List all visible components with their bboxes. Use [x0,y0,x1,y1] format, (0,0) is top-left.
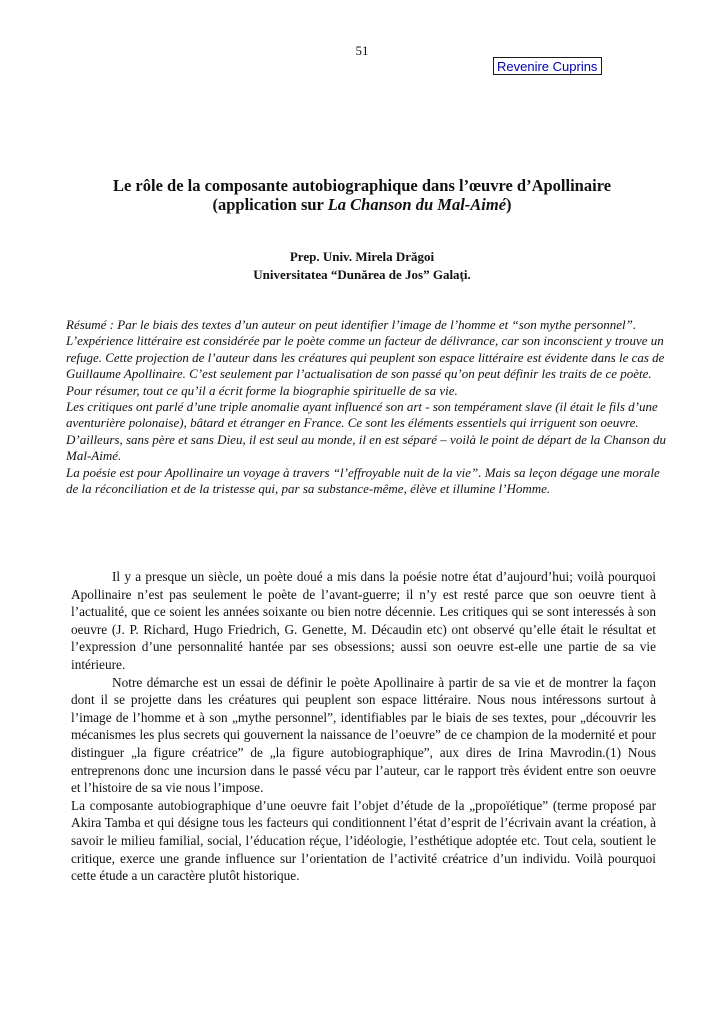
body-paragraph-2: Notre démarche est un essai de définir le poète Apollinaire à partir de sa vie et de montrer la façon dont il se projette dans les créatures qui peuplent son espace littéraire. Nous nous intéressons surtout à l’image de l’homme et à son „mythe personnel”, identifiables par le biais de ses textes, pour „découvrir les mécanismes les plus secrets qui gouvernent la naissance de l’oeuvre” de ce champion de la modernité et pour distinguer „la figure créatrice” de „la figure autobiographique”, aux dires de Irina Mavrodin.(1) Nous entreprenons donc une incursion dans le passé vécu par l’auteur, car le rapport très évident entre son oeuvre et l’histoire de sa vie nous l’impose. [71,674,656,796]
abstract-paragraph-2: Les critiques ont parlé d’une triple anomalie ayant influencé son art - son tempérament slave (il était le fils d’une aventurière polonaise), bâtard et étranger en France. Ce sont les éléments essentiels qui irriguent son oeuvre. D’ailleurs, sans père et sans Dieu, il est seul au monde, il en est séparé – voilà le point de départ de la Chanson du Mal-Aimé. [66,399,666,464]
author-name: Prep. Univ. Mirela Drăgoi [289,249,435,264]
page-number: 51 [355,43,369,58]
title-work-name: La Chanson du Mal-Aimé [327,195,507,214]
title-line-2 [0,195,724,214]
title-line-2-suffix: ) [506,195,512,214]
author-affiliation: Universitatea “Dunărea de Jos” Galaţi. [253,267,471,282]
article-title [0,176,724,214]
article-body [71,568,656,885]
title-line-1: Le rôle de la composante autobiographique dans l’œuvre d’Apollinaire [112,176,612,195]
title-line-2-prefix: (application sur [212,195,328,214]
body-paragraph-3: La composante autobiographique d’une oeuvre fait l’objet d’étude de la „propoïétique” (terme proposé par Akira Tamba et qui désigne tous les facteurs qui conditionnent l’état d’esprit de l’écrivain avant la création, à savoir le milieu familial, social, l’éducation réçue, l’idéologie, l’esthétique adoptée etc. Tout cela, soutient le critique, exerce une grande influence sur l’orientation de l’activité créatrice d’un individu. Voilà pourquoi cette étude a un caractère plutôt historique. [71,797,656,884]
abstract-paragraph-3: La poésie est pour Apollinaire un voyage à travers “l’effroyable nuit de la vie”. Mais sa leçon dégage une morale de la réconciliation et de la tristesse qui, par sa substance-même, élève et illumine l’Homme. [66,464,660,497]
revenire-cuprins-link[interactable]: Revenire Cuprins [493,57,602,75]
author-block [0,248,724,284]
abstract [66,317,666,497]
body-paragraph-1: Il y a presque un siècle, un poète doué a mis dans la poésie notre état d’aujourd’hui; voilà pourquoi Apollinaire n’est pas seulement le poète de l’avant-guerre; il n’y est resté parce que son oeuvre tient à l’actualité, que ce soient les années soixante ou bien notre décennie. Les critiques qui se sont interessés à son oeuvre (J. P. Richard, Hugo Friedrich, G. Genette, M. Décaudin etc) ont observé qu’elle était le résultat et l’expression d’une personnalité hantée par ses obsessions; aussi son oeuvre est-elle une partie de sa vie intérieure. [71,569,656,672]
abstract-paragraph-1: Résumé : Par le biais des textes d’un auteur on peut identifier l’image de l’homme et “son mythe personnel”. L’expérience littéraire est considérée par le poète comme un facteur de délivrance, car son inconscient y trouve un refuge. Cette projection de l’auteur dans les créatures qui peuplent son espace littéraire est évidente dans le cas de Guillaume Apollinaire. C’est seulement par l’actualisation de son passé qu’on peut définir les traits de ce poète. Pour résumer, tout ce qu’il a écrit forme la biographie spirituelle de sa vie. [66,317,665,398]
